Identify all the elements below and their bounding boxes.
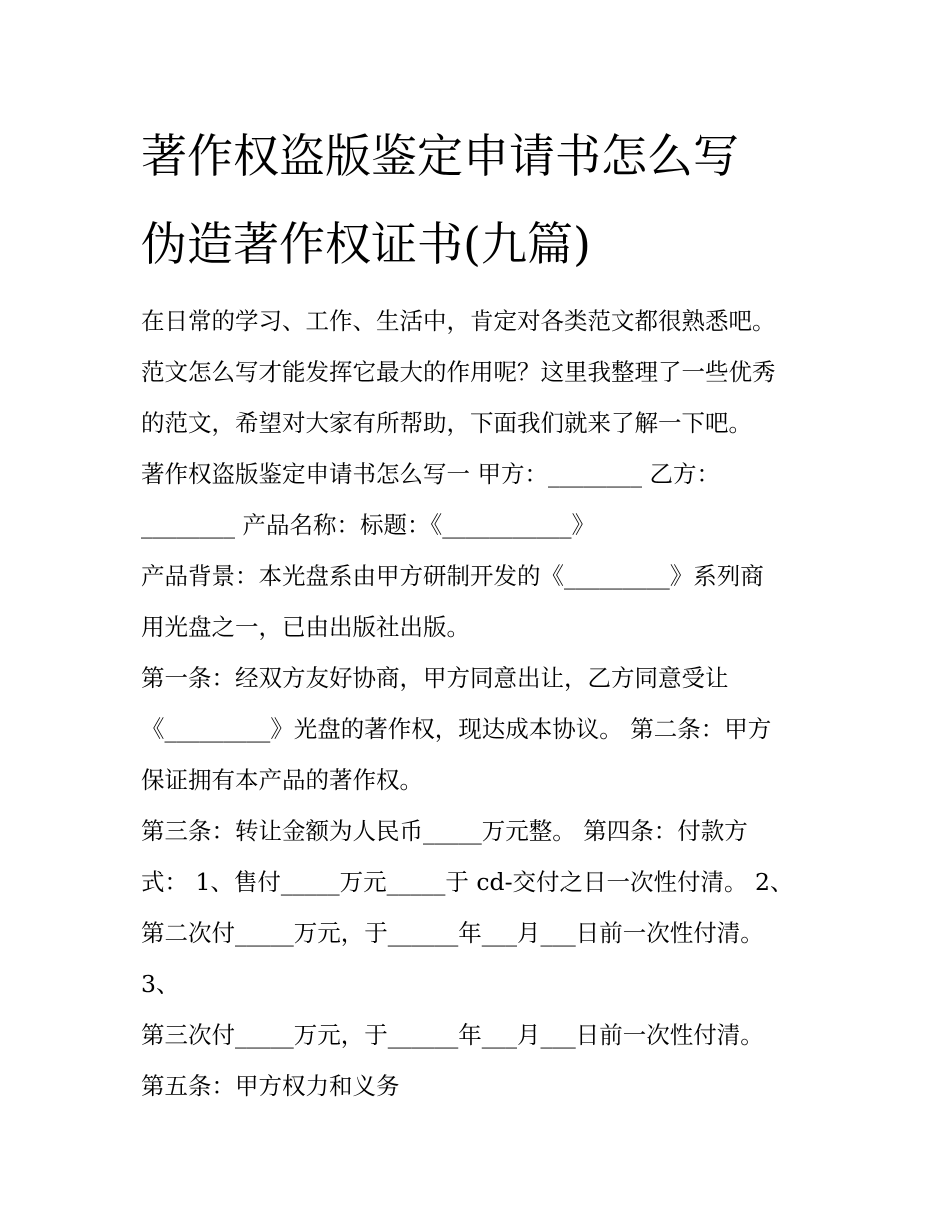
body-line-4: 著作权盗版鉴定申请书怎么写一 甲方：________ 乙方： (141, 460, 720, 488)
body-line-10: 保证拥有本产品的著作权。 (141, 766, 423, 794)
body-line-11: 第三条：转让金额为人民币_____万元整。 第四条：付款方 (141, 817, 748, 845)
body-line-6: 产品背景：本光盘系由甲方研制开发的《_________》系列商 (141, 562, 764, 590)
document-page (141, 112, 821, 1112)
title-line-2: 伪造著作权证书(九篇) (141, 217, 591, 271)
body-line-7: 用光盘之一，已由出版社出版。 (141, 613, 470, 641)
body-line-16: 第五条：甲方权力和义务 (141, 1072, 400, 1100)
body-line-9: 《_________》光盘的著作权，现达成本协议。 第二条：甲方 (141, 715, 772, 743)
title-line-1: 著作权盗版鉴定申请书怎么写 (141, 129, 739, 183)
document-body (141, 296, 821, 1112)
body-line-15: 第三次付_____万元，于______年___月___日前一次性付清。 (141, 1021, 764, 1049)
body-line-13: 第二次付_____万元，于______年___月___日前一次性付清。 (141, 919, 764, 947)
document-title (141, 112, 821, 288)
body-line-14: 3、 (141, 970, 180, 998)
body-line-8: 第一条：经双方友好协商，甲方同意出让，乙方同意受让 (141, 664, 729, 692)
body-line-2: 范文怎么写才能发挥它最大的作用呢？这里我整理了一些优秀 (141, 358, 776, 386)
body-line-5: ________ 产品名称：标题：《___________》 (141, 511, 595, 539)
body-line-12: 式： 1、售付_____万元_____于 cd-交付之日一次性付清。 2、 (141, 868, 794, 896)
body-line-3: 的范文，希望对大家有所帮助，下面我们就来了解一下吧。 (141, 409, 752, 437)
body-line-1: 在日常的学习、工作、生活中，肯定对各类范文都很熟悉吧。 (141, 307, 776, 335)
